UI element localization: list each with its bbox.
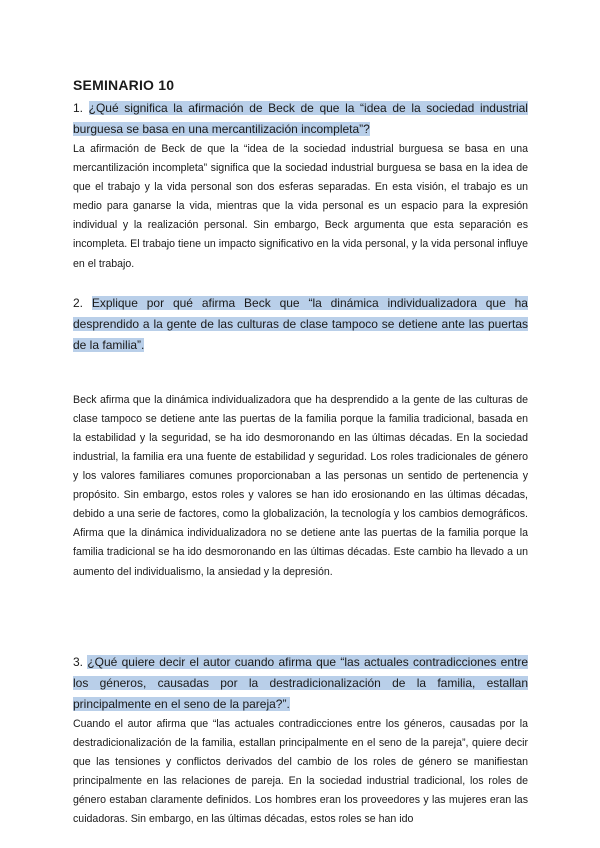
page-title: SEMINARIO 10 [73, 77, 175, 93]
document-content [73, 77, 528, 829]
question-number: 3. [73, 654, 84, 669]
question-number: 1. [73, 101, 84, 115]
question-text: ¿Qué significa la afirmación de Beck de que la “idea de la sociedad industrial burguesa se basa en una mercantilización incompleta”? [73, 101, 528, 136]
question-2 [73, 293, 528, 356]
question-text: ¿Qué quiere decir el autor cuando afirma que “las actuales contradicciones entre los géneros, causadas por la destradicionalización de la familia, estallan principalmente en el seno de la pareja?”. [73, 654, 528, 711]
answer-2: Beck afirma que la dinámica individualizadora que ha desprendido a la gente de las culturas de clase tampoco se detiene ante las puertas de la familia porque la familia tradicional, basada en la estabilidad y la seguridad, se ha ido desmoronando en las últimas décadas. En la sociedad industrial, la familia era una fuente de estabilidad y seguridad. Los roles tradicionales de género y los valores familiares comunes proporcionaban a las personas un sentido de pertenencia y propósito. Sin embargo, estos roles y valores se han ido erosionando en las últimas décadas, debido a una serie de factores, como la globalización, la tecnología y los cambios demográficos. Afirma que la dinámica individualizadora no se detiene ante las puertas de la familia porque la familia tradicional se ha ido desmoronando en las últimas décadas. Este cambio ha llevado a un aumento del individualismo, la ansiedad y la depresión. [73, 393, 528, 578]
question-text: Explique por qué afirma Beck que “la dinámica individualizadora que ha desprendido a la gente de las culturas de clase tampoco se detiene ante las puertas de la familia”. [73, 295, 528, 352]
section-1 [73, 98, 528, 274]
question-3 [73, 652, 528, 715]
answer-1: La afirmación de Beck de que la “idea de la sociedad industrial burguesa se basa en una mercantilización incompleta” significa que la sociedad industrial burguesa se basa en la idea de que el trabajo y la vida personal son dos esferas separadas. En esta visión, el trabajo es un medio para ganarse la vida, mientras que la vida personal es un espacio para la expresión individual y la realización personal. Sin embargo, Beck argumenta que esta separación es incompleta. El trabajo tiene un impacto significativo en la vida personal, y la vida personal influye en el trabajo. [73, 143, 528, 270]
answer-3: Cuando el autor afirma que “las actuales contradicciones entre los géneros, causadas por la destradicionalización de la familia, estallan principalmente en el seno de la pareja”, quiere decir que las tensiones y conflictos derivados del cambio de los roles de género se manifiestan principalmente en las relaciones de pareja. En la sociedad industrial tradicional, los roles de género estaban claramente definidos. Los hombres eran los proveedores y las mujeres eran las cuidadoras. Sin embargo, en las últimas décadas, estos roles se han ido [73, 717, 528, 826]
question-1 [73, 98, 528, 140]
section-3 [73, 652, 528, 830]
question-number: 2. [73, 295, 84, 310]
section-2 [73, 293, 528, 582]
